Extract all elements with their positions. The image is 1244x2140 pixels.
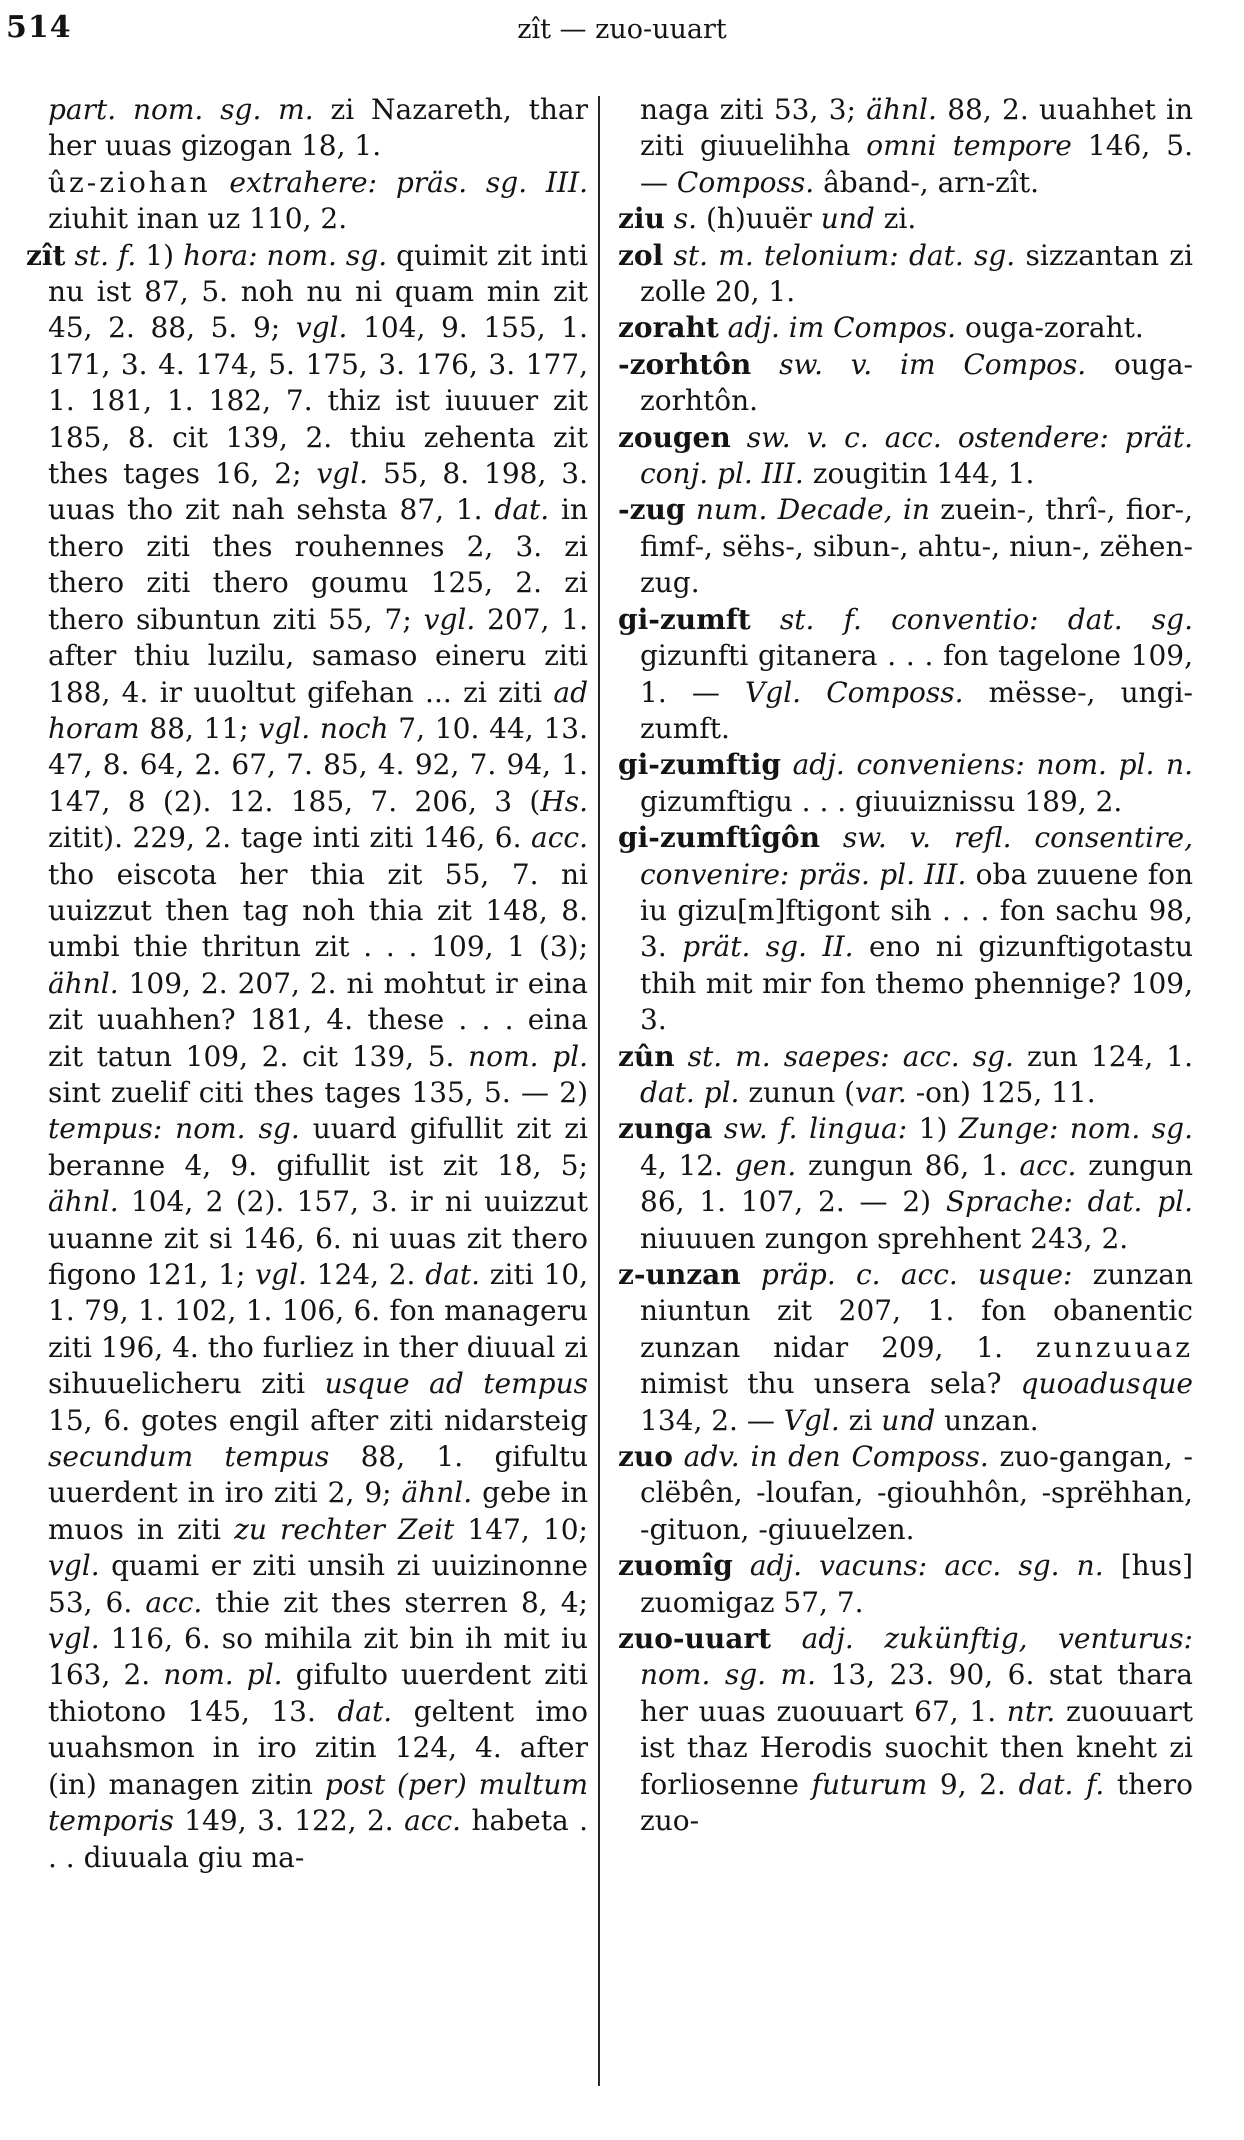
- headword: zunga: [618, 1112, 713, 1146]
- italic-text: hora: nom. sg.: [183, 238, 388, 272]
- entry-text: eno ni gizunftigotastu thih mit mir fon themo phennige? 109, 3.: [640, 930, 1193, 1037]
- headword: ûz-ziohan: [48, 165, 211, 199]
- entry-text: zougitin 144, 1.: [803, 457, 1035, 491]
- entry-text: zungun 86, 1. 107, 2. — 2): [640, 1148, 1193, 1219]
- italic-text: und: [881, 1403, 936, 1437]
- entry-text: 7, 10. 44, 13. 47, 8. 64, 2. 67, 7. 85, 4. 92, 7. 94, 1. 147, 8 (2). 12. 185, 7. 206, 3 (: [48, 711, 588, 818]
- entry-text: zuein-, thrî-, fior-, fimf-, sëhs-, sibun-, ahtu-, niun-, zëhen-zug.: [640, 493, 1194, 600]
- italic-text: Composs.: [676, 165, 815, 199]
- entry-text: 104, 2 (2). 157, 3. ir ni uuizzut uuanne zit si 146, 6. ni uuas zit thero figono 121, 1;: [48, 1185, 588, 1291]
- italic-text: sw. v. c. acc. ostendere: prät. conj. pl. III.: [640, 420, 1193, 491]
- entry-text: zunzuuaz: [1035, 1330, 1193, 1364]
- entry-text: geltent imo uuahsmon in iro zitin 124, 4. after (in) managen zitin: [48, 1694, 588, 1801]
- entry-text: 134, 2. —: [640, 1403, 784, 1437]
- italic-text: usque ad tempus: [324, 1367, 588, 1401]
- italic-text: st. f.: [65, 238, 137, 272]
- italic-text: acc.: [531, 821, 588, 855]
- entry-text: quimit zit inti nu ist 87, 5. noh nu ni quam min zit 45, 2. 88, 5. 9;: [48, 238, 588, 345]
- dictionary-entry: [618, 347, 1193, 420]
- italic-text: Zunge: nom. sg.: [958, 1112, 1193, 1146]
- italic-text: acc.: [404, 1804, 462, 1838]
- entry-text: 109, 2. 207, 2. ni mohtut ir eina zit uuahhen? 181, 4. these . . . eina zit tatun 109, 2. cit 139, 5.: [48, 966, 588, 1073]
- italic-text: s.: [664, 202, 698, 236]
- entry-text: 88, 11;: [139, 711, 259, 745]
- italic-text: dat. f.: [1018, 1767, 1105, 1801]
- entry-text: 207, 1. after thiu luzilu, samaso eineru ziti 188, 4. ir uuoltut gifehan ... zi ziti: [48, 602, 588, 709]
- italic-text: post (per) multum temporis: [48, 1767, 588, 1838]
- italic-text: adj. conveniens: nom. pl. n.: [780, 748, 1193, 782]
- headword: zougen: [618, 420, 731, 454]
- entry-text: ziuhit inan uz 110, 2.: [48, 202, 348, 236]
- italic-text: vgl.: [316, 457, 369, 491]
- italic-text: futurum: [811, 1767, 928, 1801]
- italic-text: st. m. saepes: acc. sg.: [674, 1039, 1014, 1073]
- italic-text: st. m. telonium: dat. sg.: [663, 238, 1016, 272]
- entry-text: 104, 9. 155, 1. 171, 3. 4. 174, 5. 175, 3. 176, 3. 177, 1. 181, 1. 182, 7. thiz ist iuuuer zit 185, 8. cit 139, 2. thiu zehenta zit thes tages 16, 2;: [48, 311, 588, 491]
- entry-text: ouga-zorhtôn.: [640, 347, 1193, 418]
- headword: gi-zumftîgôn: [618, 821, 820, 855]
- dictionary-entry: [618, 1548, 1193, 1621]
- entry-text: habeta . . . diuuala giu ma-: [48, 1804, 588, 1874]
- entry-text: oba zuuene fon iu gizu[m]ftigont sih . . . fon sachu 98, 3.: [640, 857, 1194, 964]
- italic-text: st. f. conventio: dat. sg.: [750, 602, 1193, 636]
- entry-text: 15, 6. gotes engil after ziti nidarsteig: [48, 1403, 588, 1437]
- entry-text: tho eiscota her thia zit 55, 7. ni uuizzut then tag noh thia zit 148, 8. umbi thie thritun zit . . . 109, 1 (3);: [48, 857, 588, 964]
- entry-text: gebe in muos in ziti: [48, 1476, 588, 1546]
- italic-text: var.: [855, 1075, 907, 1109]
- headword: zuo: [618, 1440, 673, 1474]
- entry-text: 124, 2.: [306, 1258, 426, 1291]
- italic-text: acc.: [145, 1585, 203, 1619]
- italic-text: num. Decade, in: [685, 493, 930, 527]
- entry-text: 149, 3. 122, 2.: [173, 1804, 405, 1838]
- italic-text: tempus: nom. sg.: [48, 1112, 300, 1146]
- headword: -zug: [618, 493, 686, 527]
- entry-text: 13, 23. 90, 6. stat thara her uuas zuouuart 67, 1.: [640, 1658, 1193, 1728]
- entry-text: zi: [839, 1403, 882, 1437]
- entry-text: 88, 1. gifultu uuerdent in iro ziti 2, 9;: [48, 1440, 588, 1510]
- entry-text: (h)uuër: [697, 202, 821, 236]
- entry-text: zuo-gangan, -clëbên, -loufan, -giouhhôn, -sprëhhan, -gituon, -giuuelzen.: [640, 1440, 1193, 1546]
- entry-text: 147, 10;: [454, 1512, 588, 1546]
- right-column: [618, 92, 1193, 1840]
- italic-text: ad horam: [48, 675, 588, 745]
- headword: -zorhtôn: [618, 347, 752, 381]
- dictionary-entry: [618, 747, 1193, 820]
- italic-text: sw. v. im Compos.: [751, 347, 1087, 381]
- entry-text: gizumftigu . . . giuuiznissu 189, 2.: [640, 784, 1123, 818]
- entry-text: zungun 86, 1.: [796, 1148, 1020, 1182]
- italic-text: acc.: [1019, 1148, 1077, 1182]
- dictionary-entry: [618, 820, 1193, 1038]
- italic-text: ähnl.: [401, 1476, 473, 1510]
- entry-text: 4, 12.: [640, 1148, 735, 1182]
- italic-text: Vgl.: [783, 1403, 840, 1437]
- dictionary-entry: [618, 1439, 1193, 1548]
- left-column: [26, 92, 588, 1876]
- dictionary-entry: [618, 1621, 1193, 1839]
- italic-text: Vgl. Composs.: [745, 675, 964, 709]
- entry-text: -on) 125, 11.: [906, 1075, 1096, 1109]
- italic-text: dat.: [337, 1694, 393, 1728]
- entry-text: zi Nazareth, thar her uuas gizogan 18, 1.: [48, 93, 588, 163]
- dictionary-entry: [618, 310, 1193, 346]
- entry-text: ouga-zoraht.: [956, 311, 1144, 345]
- headword: zuomîg: [618, 1549, 733, 1583]
- entry-text: zitit). 229, 2. tage inti ziti 146, 6.: [48, 821, 532, 855]
- italic-text: adj. vacuns: acc. sg. n.: [732, 1549, 1104, 1583]
- entry-text: zun 124, 1.: [1013, 1039, 1193, 1073]
- entry-text: gifulto uuerdent ziti thiotono 145, 13.: [48, 1658, 588, 1728]
- italic-text: extrahere: präs. sg. III.: [210, 165, 588, 199]
- dictionary-entry: [26, 238, 588, 1876]
- italic-text: vgl.: [295, 311, 348, 345]
- entry-text: 1): [907, 1112, 959, 1146]
- italic-text: adv. in den Composs.: [672, 1440, 989, 1474]
- dictionary-entry: [618, 238, 1193, 311]
- entry-text: 116, 6. so mihila zit bin ih mit iu 163, 2.: [48, 1622, 588, 1692]
- entry-text: nimist thu unsera sela?: [640, 1367, 1021, 1401]
- italic-text: ähnl.: [866, 93, 937, 126]
- entry-text: [hus] zuomigaz 57, 7.: [640, 1549, 1193, 1619]
- headword: zûn: [618, 1039, 675, 1073]
- italic-text: und: [820, 202, 875, 236]
- entry-text: gizunfti gitanera . . . fon tagelone 109, 1. —: [640, 639, 1193, 709]
- entry-text: in thero ziti thes rouhennes 2, 3. zi thero ziti thero goumu 125, 2. zi thero sibuntun ziti 55, 7;: [48, 493, 588, 636]
- italic-text: vgl.: [423, 602, 476, 636]
- italic-text: Sprache: dat. pl.: [945, 1185, 1193, 1219]
- italic-text: adj. zukünftig, venturus: nom. sg. m.: [640, 1622, 1193, 1692]
- entry-text: uuard gifullit zit zi beranne 4, 9. gifullit ist zit 18, 5;: [48, 1112, 588, 1182]
- entry-text: sint zuelif citi thes tages 135, 5. — 2): [48, 1075, 588, 1109]
- italic-text: Hs.: [540, 784, 588, 818]
- entry-text: mësse-, ungi-zumft.: [640, 675, 1193, 745]
- headword: z-unzan: [618, 1258, 741, 1291]
- italic-text: präp. c. acc. usque:: [740, 1258, 1073, 1291]
- italic-text: zu rechter Zeit: [234, 1512, 455, 1546]
- entry-text: zunun (: [739, 1075, 856, 1109]
- italic-text: gen.: [734, 1148, 797, 1182]
- entry-text: quami er ziti unsih zi uuizinonne 53, 6.: [48, 1549, 588, 1619]
- entry-text: sizzantan zi zolle 20, 1.: [640, 238, 1194, 309]
- headword: gi-zumft: [618, 602, 751, 636]
- entry-text: âband-, arn-zît.: [814, 165, 1040, 199]
- headword: ziu: [618, 202, 665, 236]
- italic-text: prät. sg. II.: [682, 930, 854, 964]
- italic-text: sw. v. refl. consentire, convenire: präs. pl. III.: [640, 821, 1193, 891]
- entry-text: 55, 8. 198, 3. uuas tho zit nah sehsta 87, 1.: [48, 457, 588, 527]
- entry-text: unzan.: [935, 1403, 1039, 1437]
- entry-text: zi.: [874, 202, 917, 236]
- dictionary-entry: [618, 1257, 1193, 1439]
- entry-text: 1): [136, 238, 184, 272]
- italic-text: dat.: [494, 493, 550, 527]
- headword: zît: [26, 238, 66, 272]
- italic-text: vgl.: [255, 1258, 307, 1291]
- dictionary-entry: [618, 1039, 1193, 1112]
- entry-text: thero zuo-: [640, 1767, 1193, 1838]
- entry-text: zunzan niuntun zit 207, 1. fon obanentic zunzan nidar 209, 1.: [640, 1258, 1193, 1364]
- italic-text: secundum tempus: [48, 1440, 330, 1474]
- running-head: zît — zuo-uuart: [517, 14, 727, 45]
- entry-text: zuouuart ist thaz Herodis suochit then kneht zi forliosenne: [640, 1694, 1193, 1801]
- entry-text: naga ziti 53, 3;: [640, 93, 867, 126]
- italic-text: part. nom. sg. m.: [48, 93, 314, 126]
- headword: zoraht: [618, 311, 719, 345]
- italic-text: ähnl.: [48, 1185, 119, 1219]
- page-number: 514: [6, 10, 72, 45]
- italic-text: quoadusque: [1020, 1367, 1193, 1401]
- entry-text: thie zit thes sterren 8, 4;: [202, 1585, 588, 1619]
- dictionary-entry: [618, 201, 1193, 237]
- entry-text: niuuuen zungon sprehhent 243, 2.: [640, 1221, 1129, 1255]
- italic-text: sw. f. lingua:: [712, 1112, 908, 1146]
- entry-text: ziti 10, 1. 79, 1. 102, 1. 106, 6. fon manageru ziti 196, 4. tho furliez in ther diuual zi sihuuelicheru ziti: [48, 1258, 588, 1401]
- dictionary-entry: [618, 492, 1193, 601]
- dictionary-entry: [618, 602, 1193, 748]
- italic-text: vgl.: [48, 1549, 100, 1583]
- italic-text: nom. pl.: [163, 1658, 283, 1692]
- dictionary-entry: [618, 420, 1193, 493]
- entry-continuation: [26, 92, 588, 165]
- italic-text: vgl. noch: [258, 711, 389, 745]
- italic-text: vgl.: [48, 1622, 100, 1656]
- italic-text: ntr.: [1006, 1694, 1056, 1728]
- italic-text: adj. im Compos.: [718, 311, 957, 345]
- headword: zuo-uuart: [618, 1622, 772, 1656]
- entry-text: 9, 2.: [927, 1767, 1019, 1801]
- entry-continuation: [618, 92, 1193, 201]
- entry-text: 88, 2. uuahhet in ziti giuuelihha: [640, 93, 1193, 163]
- italic-text: ähnl.: [48, 966, 119, 1000]
- headword: gi-zumftig: [618, 748, 781, 782]
- dictionary-entry: [618, 1111, 1193, 1257]
- headword: zol: [618, 238, 664, 272]
- italic-text: dat. pl.: [640, 1075, 740, 1109]
- entry-text: 146, 5. —: [640, 129, 1194, 199]
- italic-text: dat.: [425, 1258, 481, 1291]
- italic-text: omni tempore: [866, 129, 1072, 163]
- dictionary-entry: [26, 165, 588, 238]
- italic-text: nom. pl.: [468, 1039, 588, 1073]
- column-divider: [598, 96, 600, 2086]
